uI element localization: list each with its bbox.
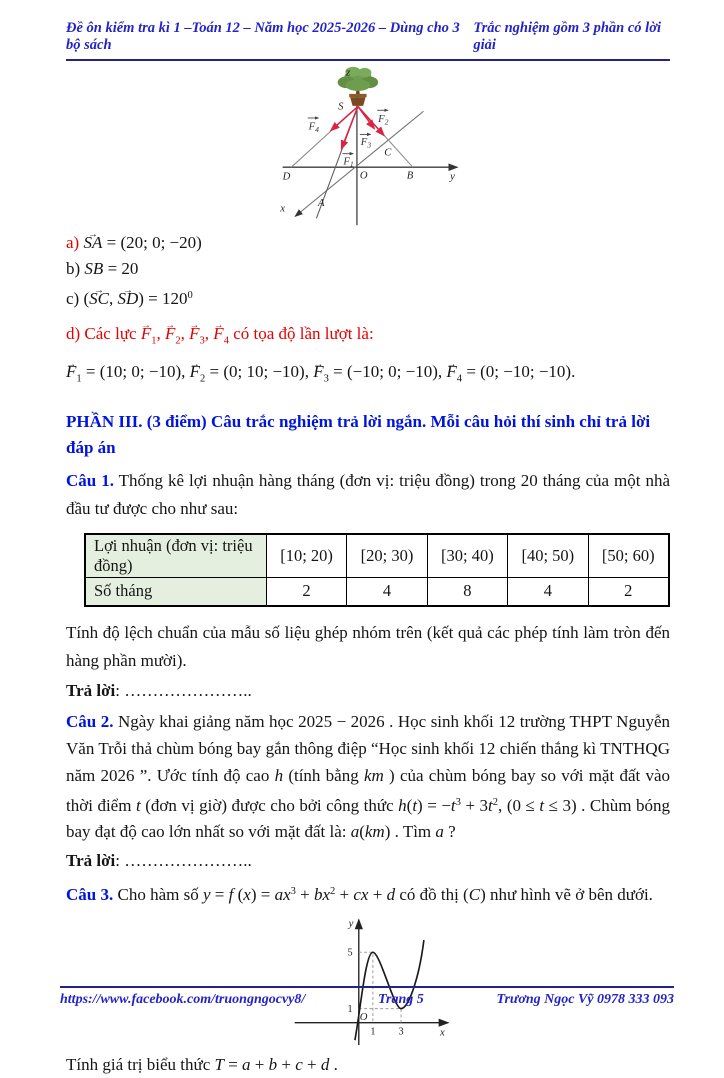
text-run: (đơn vị giờ) được cho bởi công thức (140, 795, 399, 815)
text-run: ) của chùm bóng bay so với mặt đất vào thời điểm (66, 765, 671, 815)
text-run: Trả lời (66, 680, 116, 700)
text-run: d (386, 885, 396, 905)
author-contact: Trương Ngọc Vỹ 0978 333 093 (496, 992, 674, 1007)
label-x: x (279, 203, 285, 215)
graph-tick-y5: 5 (346, 947, 353, 959)
label-D: D (282, 171, 290, 183)
text-run: ) . Tìm (384, 822, 436, 842)
text-run: = 20 (103, 259, 139, 278)
text-run: bx (313, 885, 331, 905)
text-run: c) ( (66, 288, 90, 308)
table-row-bins (85, 534, 669, 578)
text-run: = (223, 1055, 243, 1075)
tree-illustration (337, 67, 378, 106)
text-run: F → (141, 322, 151, 346)
text-run: : ………………….. (115, 680, 252, 700)
text-run: , (108, 288, 118, 308)
table-cell-bin-3: [30; 40) (427, 534, 507, 578)
label-S: S (337, 101, 343, 113)
text-run: 3 (290, 886, 296, 898)
text-run: + (295, 885, 314, 905)
text-run: SC → (89, 286, 109, 312)
header-title-right: Trắc nghiệm gồm 3 phần có lời giải (473, 20, 662, 53)
text-run: Câu 2. (66, 711, 114, 731)
question-1-answer-line (66, 677, 670, 704)
label-F4 (307, 118, 318, 134)
text-run: 1 (76, 373, 82, 385)
text-run: t (539, 795, 545, 815)
table-cell-bin-4: [40; 50) (508, 534, 588, 578)
text-run: 2 (200, 373, 206, 385)
text-run: = (0; 10; −10), (205, 362, 314, 382)
table-cell-count-5: 2 (588, 577, 669, 606)
text-run: b (268, 1055, 278, 1075)
text-run: có tọa độ lần lượt là: (228, 323, 374, 343)
text-run: T (214, 1055, 224, 1075)
label-z: z (345, 67, 350, 79)
force-coordinates-line (66, 359, 670, 392)
text-run: Câu 3. (66, 885, 114, 905)
text-run: 1 (151, 335, 157, 347)
text-run: + (368, 885, 387, 905)
text-run: , (204, 323, 214, 343)
text-run: t (450, 795, 456, 815)
text-run: ≤ 3) . Chùm bóng bay đạt độ cao lớn nhất so với mặt đất là: (66, 795, 670, 842)
text-run: ( (406, 795, 413, 815)
statement-d (66, 322, 670, 353)
text-run: . (329, 1055, 338, 1075)
text-run: + (277, 1055, 296, 1075)
text-run: = (10; 0; −10), (81, 362, 190, 382)
text-run: F → (165, 322, 175, 346)
text-run: t (135, 795, 141, 815)
svg-text:F4: $F_4$ (308, 121, 319, 134)
text-run: ) = (250, 885, 275, 905)
text-run: = (210, 885, 229, 905)
text-run: a) (66, 233, 84, 252)
figure-forces-wrapper (66, 63, 670, 227)
text-run: b) (66, 259, 85, 278)
header-title-left: Đề ôn kiểm tra kì 1 –Toán 12 – Năm học 2025-2026 – Dùng cho 3 bộ sách (66, 20, 460, 53)
text-run: 0 (187, 290, 193, 301)
text-run: = (−10; 0; −10), (328, 362, 447, 382)
statement-c (66, 283, 670, 312)
text-run: a (350, 822, 360, 842)
text-run: F → (213, 322, 223, 346)
graph-label-O: O (359, 1010, 368, 1023)
table-cell-count-2: 4 (347, 577, 427, 606)
text-run: t (488, 795, 493, 815)
text-run: F → (190, 359, 200, 385)
label-F2 (377, 110, 388, 126)
svg-text:F3: $F_3$ (360, 137, 371, 150)
text-run: F → (189, 322, 199, 346)
table-cell-profit-header: Lợi nhuận (đơn vị: triệu đồng) (85, 534, 266, 578)
text-run: + (250, 1055, 269, 1075)
text-run: Ngày khai giảng năm học 2025 − 2026 . Học sinh khối 12 trường THPT Nguyễn Văn Trỗi thả chùm bóng bay gắn thông điệp “Học sinh khối 12 chiến thắng kì TNTHQG năm 2026 ”. Ước tính độ cao (66, 711, 670, 785)
label-O: O (359, 170, 368, 182)
statement-b (66, 257, 670, 281)
table-cell-count-1: 2 (266, 577, 346, 606)
text-run: 2 (175, 335, 181, 347)
text-run: Trả lời (66, 851, 116, 871)
figure-forces-tree (265, 63, 472, 227)
text-run: km (364, 822, 385, 842)
text-run: F → (66, 359, 76, 385)
text-run: ( (359, 822, 365, 842)
label-B: B (406, 170, 413, 182)
text-run: 3 (455, 796, 461, 808)
text-run: 4 (456, 373, 463, 385)
table-row-counts (85, 577, 669, 606)
text-run: Câu 1. (66, 470, 114, 490)
text-run: km (363, 765, 384, 785)
figure-graph-wrapper (66, 911, 670, 1047)
figure-cubic-graph (281, 911, 456, 1047)
part3-heading: PHẦN III. (3 điểm) Câu trắc nghiệm trả lời ngắn. Mỗi câu hỏi thí sinh chỉ trả lời đáp án (66, 411, 651, 457)
table-cell-count-3: 8 (427, 577, 507, 606)
text-run: ax (274, 885, 291, 905)
page-header (66, 20, 670, 61)
text-run: y (202, 885, 211, 905)
final-expression-line (66, 1051, 670, 1078)
text-run: 4 (223, 335, 229, 347)
text-run: , (0 ≤ (498, 795, 540, 815)
text-run: ( (233, 885, 244, 905)
text-run: h (274, 765, 284, 785)
text-run: ) = − (417, 795, 451, 815)
text-run: , (156, 323, 165, 343)
text-run: f (228, 885, 234, 905)
text-run: 2 (330, 886, 336, 898)
table-cell-months-header: Số tháng (85, 577, 266, 606)
text-run: h (398, 795, 407, 815)
table-cell-bin-2: [20; 30) (347, 534, 427, 578)
text-run: 3 (323, 373, 329, 385)
page-number: Trang 5 (377, 992, 424, 1007)
text-run: c (295, 1055, 303, 1075)
q1-frequency-table (84, 533, 670, 607)
label-F1 (342, 154, 353, 169)
graph-tick-x1: 1 (369, 1026, 375, 1038)
svg-text:F2: $F_2$ (377, 113, 388, 127)
text-run: cx (353, 885, 369, 905)
label-C: C (383, 147, 391, 159)
question-3-text (66, 878, 670, 909)
text-run: , (180, 323, 190, 343)
text-run: C (468, 885, 481, 905)
statement-a (66, 231, 670, 255)
svg-text:F1: $F_1$ (342, 156, 354, 169)
text-run: F → (313, 359, 323, 385)
question-1-instruction: Tính độ lệch chuẩn của mẫu số liệu ghép nhóm trên (kết quả các phép tính làm tròn đến hàng phần mười). (66, 622, 670, 670)
text-run: a (435, 822, 444, 842)
text-run: + (335, 885, 354, 905)
text-run: SA → (83, 231, 102, 255)
graph-label-y: y (348, 917, 353, 930)
question-2-answer-line (66, 847, 670, 874)
facebook-link[interactable]: https://www.facebook.com/truongngocvy8/ (60, 992, 306, 1007)
text-run: F → (446, 359, 456, 385)
text-run: x (243, 885, 251, 905)
text-run: d) Các lực (66, 323, 141, 343)
text-run: Thống kê lợi nhuận hàng tháng (đơn vị: triệu đồng) trong 20 tháng của một nhà đầu tư được cho như sau: (66, 470, 670, 518)
text-run: có đồ thị ( (395, 885, 469, 905)
graph-label-x: x (439, 1026, 445, 1039)
text-run: (tính bằng (283, 765, 364, 785)
text-run: Tính giá trị biểu thức (66, 1055, 215, 1075)
graph-tick-y1: 1 (346, 1004, 353, 1016)
page-footer (60, 986, 674, 1008)
text-run: SD → (117, 286, 138, 312)
question-1-text (66, 467, 670, 523)
text-run: Cho hàm số (113, 885, 203, 905)
text-run: a (242, 1055, 251, 1075)
label-F3 (359, 134, 370, 149)
text-run: 2 (492, 796, 499, 808)
text-run: SB (84, 259, 104, 278)
question-2-text (66, 708, 670, 846)
text-run: ? (443, 822, 456, 842)
graph-tick-x3: 3 (397, 1026, 404, 1038)
text-run: ) như hình vẽ ở bên dưới. (480, 885, 653, 905)
text-run: + (302, 1055, 321, 1075)
text-run: 3 (199, 335, 205, 347)
text-run: d (320, 1055, 330, 1075)
table-cell-bin-5: [50; 60) (588, 534, 669, 578)
text-run: + 3 (460, 795, 489, 815)
text-run: : ………………….. (115, 851, 252, 871)
table-cell-bin-1: [10; 20) (266, 534, 346, 578)
text-run: = (20; 0; −20) (102, 233, 202, 252)
text-run: = (0; −10; −10). (462, 362, 576, 382)
table-cell-count-4: 4 (508, 577, 588, 606)
text-run: t (412, 795, 418, 815)
text-run: ) = 120 (138, 288, 188, 308)
label-A: A (317, 197, 324, 209)
label-y: y (449, 171, 455, 183)
